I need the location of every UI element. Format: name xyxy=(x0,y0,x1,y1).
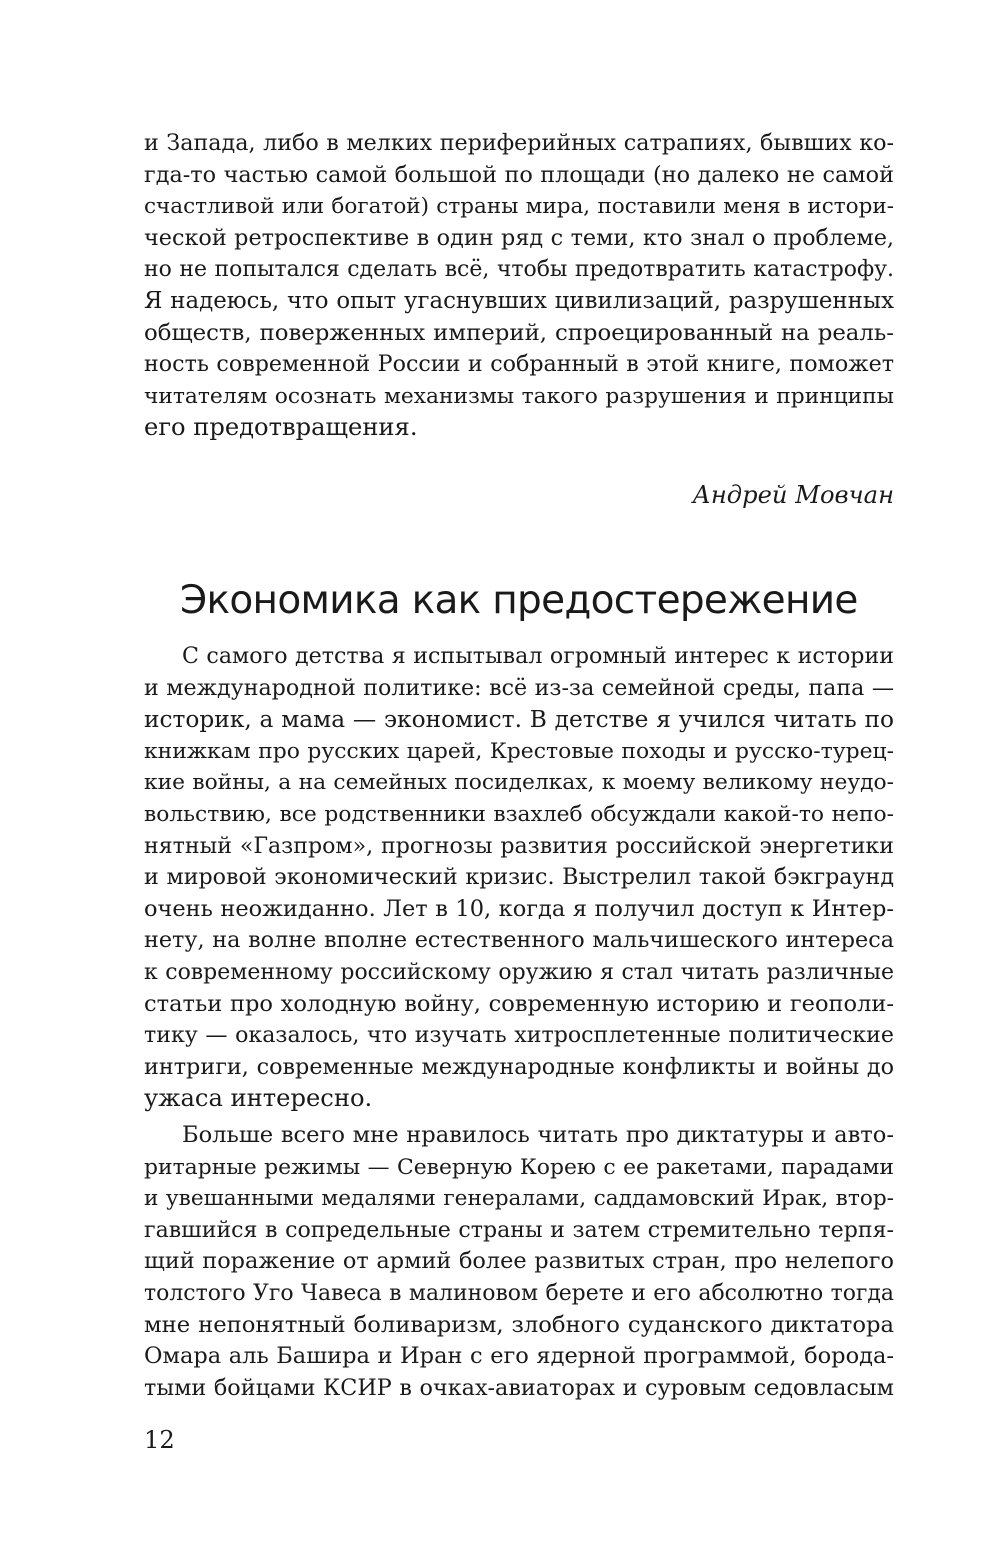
text-line: нятный «Газпром», прогнозы развития российской энергетики xyxy=(144,832,894,859)
author-signature: Андрей Мовчан xyxy=(692,481,894,509)
text-line: очень неожиданно. Лет в 10, когда я получил доступ к Интер- xyxy=(144,895,894,922)
text-line: кие войны, а на семейных посиделках, к моему великому неудо- xyxy=(144,770,894,796)
text-line: но не попытался сделать всё, чтобы предотвратить катастрофу. xyxy=(144,257,894,283)
text-line: Я надеюсь, что опыт угаснувших цивилизаций, разрушенных xyxy=(144,287,894,314)
text-line: счастливой или богатой) страны мира, поставили меня в истори- xyxy=(144,194,894,220)
text-line: ческой ретроспективе в один ряд с теми, кто знал о проблеме, xyxy=(144,224,894,251)
text-line: ужаса интересно. xyxy=(144,1084,373,1113)
text-line: Омара аль Башира и Иран с его ядерной программой, борода- xyxy=(144,1343,894,1370)
text-line: Больше всего мне нравилось читать про диктатуры и авто- xyxy=(182,1122,894,1148)
text-line: гавшийся в сопредельные страны и затем стремительно терпя- xyxy=(144,1216,894,1243)
text-line: гда-то частью самой большой по площади (но далеко не самой xyxy=(144,161,894,188)
text-line: к современному российскому оружию я стал читать различные xyxy=(144,959,894,985)
chapter-title: Экономика как предостережение xyxy=(180,578,858,623)
text-line: интриги, современные международные конфликты и войны до xyxy=(144,1053,894,1080)
text-line: статьи про холодную войну, современную историю и геополи- xyxy=(144,990,894,1017)
text-line: его предотвращения. xyxy=(144,413,418,442)
text-line: обществ, поверженных империй, спроецированный на реаль- xyxy=(144,319,894,346)
text-line: ритарные режимы — Северную Корею с ее ракетами, парадами xyxy=(144,1154,894,1180)
text-line: нету, на волне вполне естественного мальчишеского интереса xyxy=(144,927,894,954)
text-line: щий поражение от армий более развитых стран, про нелепого xyxy=(144,1248,894,1275)
text-line: и мировой экономический кризис. Выстрелил такой бэкграунд xyxy=(144,864,894,891)
chapter-paragraph-1 xyxy=(144,641,894,1115)
text-line: тыми бойцами КСИР в очках-авиаторах и суровым седовласым xyxy=(144,1374,894,1401)
text-line: С самого детства я испытывал огромный интерес к истории xyxy=(182,643,894,669)
text-line: книжкам про русских царей, Крестовые походы и русско-турец- xyxy=(144,738,894,764)
text-line: ность современной России и собранный в этой книге, поможет xyxy=(144,351,894,378)
text-line: толстого Уго Чавеса в малиновом берете и его абсолютно тогда xyxy=(144,1280,894,1306)
text-line: мне непонятный боливаризм, злобного суданского диктатора xyxy=(144,1311,894,1338)
text-line: и международной политике: всё из-за семейной среды, папа — xyxy=(144,674,894,701)
chapter-paragraph-2 xyxy=(144,1120,894,1404)
text-line: читателям осознать механизмы такого разрушения и принципы xyxy=(144,383,894,409)
text-line: историк, а мама — экономист. В детстве я учился читать по xyxy=(144,706,894,734)
text-line: вольствию, все родственники взахлеб обсуждали какой-то непо- xyxy=(144,801,894,827)
text-line: и Запада, либо в мелких периферийных сатрапиях, бывших ко- xyxy=(144,130,894,156)
text-line: тику — оказалось, что изучать хитросплетенные политические xyxy=(144,1022,894,1049)
text-line: и увешанными медалями генералами, саддамовский Ирак, втор- xyxy=(144,1186,894,1212)
preface-text xyxy=(144,128,894,444)
page-number: 12 xyxy=(144,1426,175,1454)
